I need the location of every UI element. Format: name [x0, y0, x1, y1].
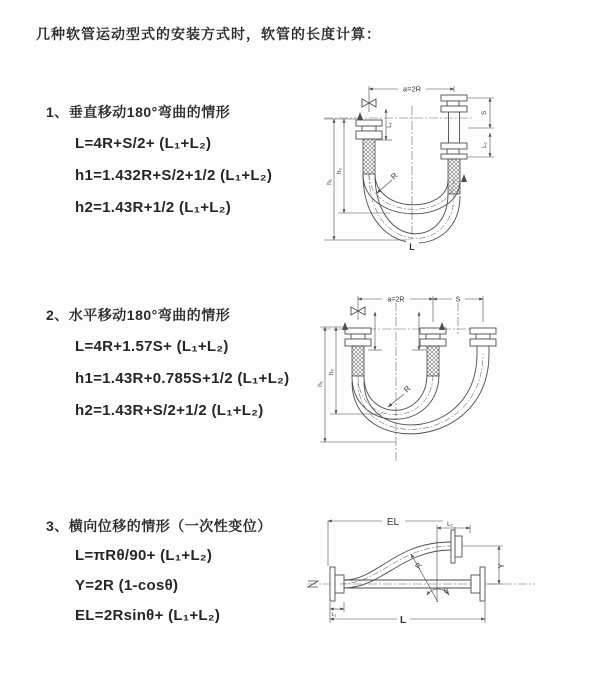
radius-leader-line	[411, 554, 438, 602]
formula-h1: h1=1.43R+0.785S+1/2 (L₁+L₂)	[75, 370, 290, 387]
dim-label-a2r: a=2R	[387, 296, 405, 304]
hose-displaced-position	[340, 542, 451, 588]
dim-label-l1: L₁	[331, 612, 337, 618]
hose-u-curves	[363, 174, 460, 243]
section-3-heading: 3、横向位移的情形（一次性变位）	[46, 518, 272, 534]
braided-hose-section	[448, 159, 460, 194]
formula-h2: h2=1.43R+S/2+1/2 (L₁+L₂)	[75, 402, 264, 419]
dim-label-l2: L₂	[482, 142, 488, 148]
formula-y: Y=2R (1-cosθ)	[75, 577, 179, 594]
dim-label-h1: h₁	[326, 179, 333, 185]
braided-hose-section	[363, 139, 375, 174]
dim-label-l: L	[399, 615, 407, 626]
section-2-heading: 2、水平移动180°弯曲的情形	[46, 307, 231, 323]
dim-label-theta: θ	[444, 588, 448, 595]
dim-label-l2: L₂	[447, 522, 453, 528]
dim-label-a2r: a=2R	[402, 84, 422, 94]
dim-label-y: Y	[497, 563, 506, 569]
formula-h2: h2=1.43R+1/2 (L₁+L₂)	[75, 199, 232, 216]
formula-h1: h1=1.432R+S/2+1/2 (L₁+L₂)	[75, 167, 273, 184]
right-flange-fitting	[441, 95, 467, 159]
dim-label-r: R	[402, 384, 413, 395]
section-lateral-displacement	[46, 517, 272, 624]
dim-label-el: EL	[386, 517, 400, 528]
page-title: 几种软管运动型式的安装方式时，软管的长度计算：	[36, 26, 381, 42]
hose-u-curves	[352, 354, 489, 434]
position-arrow	[342, 322, 348, 330]
dim-label-h2: h₂	[328, 368, 335, 376]
braided-hose-section	[352, 346, 364, 376]
centerlines	[322, 302, 498, 462]
left-flange-fitting	[356, 120, 382, 139]
fitting-depth-dims	[368, 312, 426, 350]
diagram-vertical-u-bend	[312, 76, 552, 260]
dim-label-l1: L₁	[387, 122, 393, 128]
section-vertical-movement	[46, 103, 272, 216]
dimension-l2	[468, 133, 494, 157]
radius-leader-line	[377, 180, 392, 193]
lower-right-flange	[471, 567, 485, 601]
dim-label-h1: h₁	[317, 381, 324, 387]
dim-label-h2: h₂	[336, 167, 343, 175]
diagram-lateral-displacement	[300, 506, 592, 648]
diagram-horizontal-u-bend	[312, 284, 568, 472]
dim-label-r: R	[413, 560, 425, 571]
dim-label-s: S	[455, 296, 461, 304]
position-arrow	[461, 174, 467, 182]
position-arrow	[357, 112, 363, 120]
braided-hose-section	[427, 346, 439, 376]
dim-label-r: R	[389, 171, 400, 182]
formula-el: EL=2Rsinθ+ (L₁+L₂)	[75, 607, 221, 624]
dim-label-s: S	[481, 110, 488, 116]
formula-length: L=4R+1.57S+ (L₁+L₂)	[75, 338, 229, 355]
dim-label-l: L	[409, 242, 415, 252]
section-1-heading: 1、垂直移动180°弯曲的情形	[46, 104, 231, 120]
upper-right-flange	[451, 530, 462, 563]
formula-length: L=πRθ/90+ (L₁+L₂)	[75, 547, 213, 564]
section-horizontal-movement	[46, 306, 289, 419]
formula-length: L=4R+S/2+ (L₁+L₂)	[75, 135, 212, 152]
position-arrow	[439, 322, 445, 330]
